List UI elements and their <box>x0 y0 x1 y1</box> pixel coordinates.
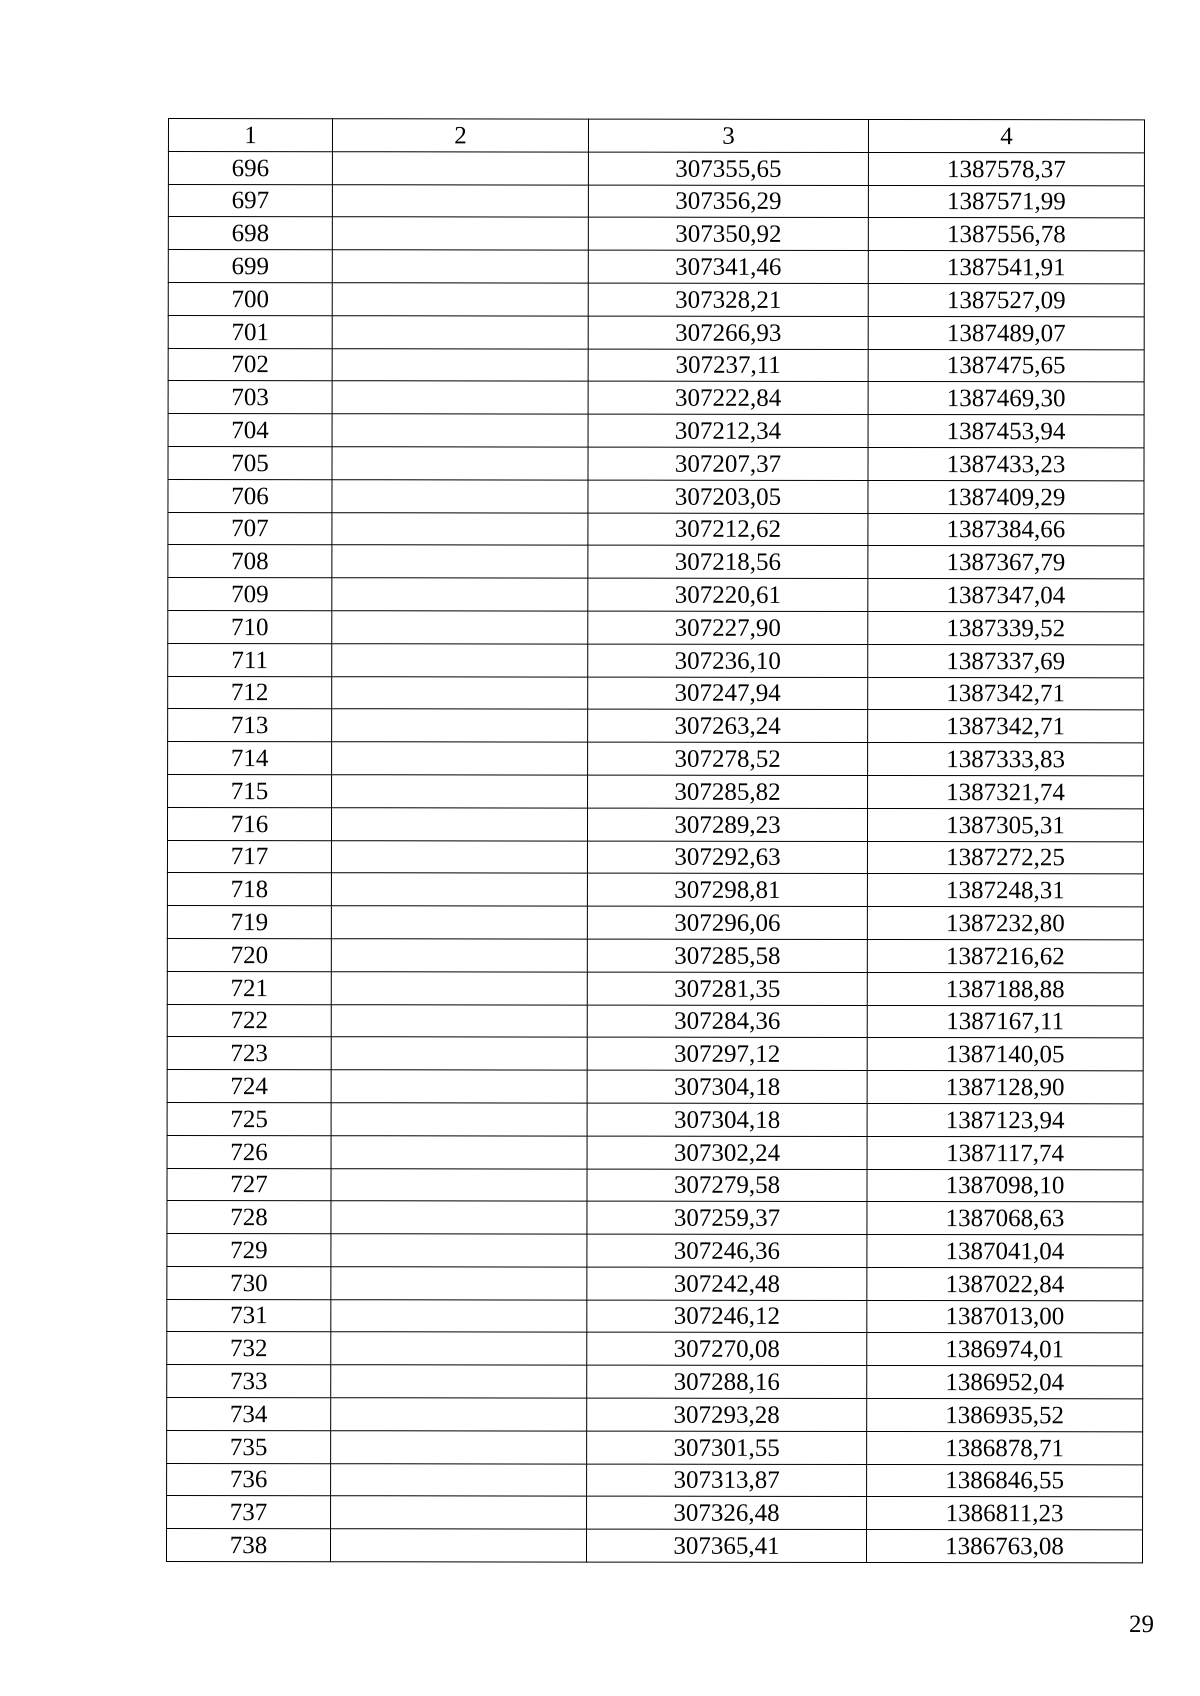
table-row <box>167 971 1143 1005</box>
coordinate-x-cell: 307242,48 <box>587 1267 867 1300</box>
point-number-cell: 696 <box>168 151 332 184</box>
coordinate-y-cell: 1387342,71 <box>868 710 1144 743</box>
table-row <box>167 1004 1143 1038</box>
point-number-cell: 737 <box>167 1496 331 1529</box>
coordinate-x-cell: 307297,12 <box>587 1037 867 1070</box>
coordinate-x-cell: 307288,16 <box>587 1365 867 1398</box>
table-row <box>167 807 1143 841</box>
column-2-cell <box>332 643 588 676</box>
coordinate-y-cell: 1387337,69 <box>868 644 1144 677</box>
column-2-cell <box>332 283 588 316</box>
page-number: 29 <box>1129 1611 1154 1638</box>
point-number-cell: 703 <box>168 381 332 414</box>
coordinate-y-cell: 1386974,01 <box>867 1333 1143 1366</box>
column-2-cell <box>332 479 588 512</box>
table-row <box>167 1299 1143 1333</box>
coordinate-x-cell: 307302,24 <box>587 1136 867 1169</box>
coordinate-y-cell: 1387475,65 <box>868 349 1144 382</box>
column-2-cell <box>332 512 588 545</box>
coordinate-x-cell: 307227,90 <box>588 611 868 644</box>
coordinate-x-cell: 307278,52 <box>588 742 868 775</box>
column-2-cell <box>331 1398 587 1431</box>
column-2-cell <box>331 1070 587 1103</box>
coordinate-y-cell: 1387123,94 <box>867 1103 1143 1136</box>
coordinate-y-cell: 1386935,52 <box>867 1399 1143 1432</box>
column-2-cell <box>332 316 588 349</box>
point-number-cell: 711 <box>168 643 332 676</box>
coordinate-x-cell: 307296,06 <box>587 906 867 939</box>
column-2-cell <box>331 1103 587 1136</box>
table-row <box>168 414 1144 448</box>
column-2-cell <box>331 1004 587 1037</box>
coordinate-y-cell: 1387339,52 <box>868 611 1144 644</box>
point-number-cell: 726 <box>167 1135 331 1168</box>
table-row <box>167 1234 1143 1268</box>
coordinate-y-cell: 1387098,10 <box>867 1169 1143 1202</box>
coordinate-y-cell: 1387433,23 <box>868 447 1144 480</box>
column-2-cell <box>332 676 588 709</box>
point-number-cell: 718 <box>167 873 331 906</box>
coordinate-x-cell: 307281,35 <box>587 972 867 1005</box>
table-row <box>168 151 1144 185</box>
coordinate-y-cell: 1387367,79 <box>868 546 1144 579</box>
column-2-cell <box>332 152 588 185</box>
point-number-cell: 722 <box>167 1004 331 1037</box>
column-2-cell <box>331 1168 587 1201</box>
coordinate-y-cell: 1387248,31 <box>867 874 1143 907</box>
column-2-cell <box>332 742 588 775</box>
column-header-2: 2 <box>332 119 588 152</box>
point-number-cell: 710 <box>168 610 332 643</box>
coordinates-table <box>166 118 1145 1563</box>
coordinate-x-cell: 307326,48 <box>587 1497 867 1530</box>
point-number-cell: 720 <box>167 938 331 971</box>
coordinate-x-cell: 307212,34 <box>588 414 868 447</box>
coordinate-x-cell: 307292,63 <box>587 841 867 874</box>
coordinate-x-cell: 307328,21 <box>588 283 868 316</box>
table-row <box>168 578 1144 612</box>
coordinate-y-cell: 1387117,74 <box>867 1136 1143 1169</box>
coordinate-y-cell: 1387272,25 <box>867 841 1143 874</box>
column-2-cell <box>331 1496 587 1529</box>
coordinate-y-cell: 1387232,80 <box>867 907 1143 940</box>
column-2-cell <box>331 1267 587 1300</box>
point-number-cell: 716 <box>167 807 331 840</box>
point-number-cell: 721 <box>167 971 331 1004</box>
coordinate-x-cell: 307237,11 <box>588 349 868 382</box>
column-2-cell <box>332 250 588 283</box>
table-row <box>167 906 1143 940</box>
coordinate-y-cell: 1387453,94 <box>868 415 1144 448</box>
column-2-cell <box>331 1365 587 1398</box>
coordinate-x-cell: 307220,61 <box>588 578 868 611</box>
column-2-cell <box>331 906 587 939</box>
point-number-cell: 699 <box>168 250 332 283</box>
coordinate-y-cell: 1387188,88 <box>867 972 1143 1005</box>
coordinate-y-cell: 1387556,78 <box>868 218 1144 251</box>
column-2-cell <box>331 971 587 1004</box>
coordinate-x-cell: 307279,58 <box>587 1169 867 1202</box>
coordinate-x-cell: 307212,62 <box>588 513 868 546</box>
column-2-cell <box>332 578 588 611</box>
coordinate-y-cell: 1387068,63 <box>867 1202 1143 1235</box>
coordinate-x-cell: 307365,41 <box>586 1529 866 1562</box>
column-2-cell <box>331 1135 587 1168</box>
table-row <box>168 217 1144 251</box>
coordinate-x-cell: 307222,84 <box>588 381 868 414</box>
table-row <box>168 610 1144 644</box>
point-number-cell: 708 <box>168 545 332 578</box>
column-2-cell <box>331 1037 587 1070</box>
coordinate-x-cell: 307203,05 <box>588 480 868 513</box>
table-header-row <box>168 119 1144 153</box>
point-number-cell: 738 <box>166 1529 330 1562</box>
coordinate-y-cell: 1386878,71 <box>867 1431 1143 1464</box>
table-row <box>167 1168 1143 1202</box>
coordinate-y-cell: 1386763,08 <box>866 1530 1142 1563</box>
coordinate-x-cell: 307356,29 <box>588 185 868 218</box>
coordinate-y-cell: 1387578,37 <box>868 152 1144 185</box>
table-row <box>167 840 1143 874</box>
coordinate-x-cell: 307304,18 <box>587 1070 867 1103</box>
table-row <box>167 1496 1143 1530</box>
point-number-cell: 729 <box>167 1234 331 1267</box>
point-number-cell: 698 <box>168 217 332 250</box>
point-number-cell: 715 <box>168 774 332 807</box>
table-row <box>168 381 1144 415</box>
point-number-cell: 700 <box>168 282 332 315</box>
point-number-cell: 733 <box>167 1365 331 1398</box>
coordinate-x-cell: 307293,28 <box>587 1398 867 1431</box>
coordinate-x-cell: 307246,12 <box>587 1300 867 1333</box>
point-number-cell: 706 <box>168 479 332 512</box>
table-row <box>168 709 1144 743</box>
table-row <box>167 1102 1143 1136</box>
column-2-cell <box>332 775 588 808</box>
column-2-cell <box>332 545 588 578</box>
table-row <box>168 774 1144 808</box>
column-2-cell <box>331 1463 587 1496</box>
column-2-cell <box>331 1431 587 1464</box>
table-row <box>167 938 1143 972</box>
coordinate-x-cell: 307247,94 <box>588 677 868 710</box>
coordinate-y-cell: 1387347,04 <box>868 579 1144 612</box>
coordinate-y-cell: 1387571,99 <box>868 185 1144 218</box>
table-row <box>168 184 1144 218</box>
point-number-cell: 732 <box>167 1332 331 1365</box>
coordinate-y-cell: 1387489,07 <box>868 316 1144 349</box>
table-row <box>167 1332 1143 1366</box>
coordinate-y-cell: 1387321,74 <box>868 775 1144 808</box>
point-number-cell: 702 <box>168 348 332 381</box>
coordinate-x-cell: 307270,08 <box>587 1333 867 1366</box>
table-row <box>167 1266 1143 1300</box>
coordinate-x-cell: 307304,18 <box>587 1103 867 1136</box>
column-2-cell <box>331 1332 587 1365</box>
column-2-cell <box>331 873 587 906</box>
coordinate-x-cell: 307301,55 <box>587 1431 867 1464</box>
column-2-cell <box>331 1201 587 1234</box>
coordinate-y-cell: 1387041,04 <box>867 1235 1143 1268</box>
table-row <box>168 545 1144 579</box>
point-number-cell: 724 <box>167 1070 331 1103</box>
coordinate-x-cell: 307341,46 <box>588 250 868 283</box>
table-row <box>168 282 1144 316</box>
column-2-cell <box>332 414 588 447</box>
table-row <box>167 1365 1143 1399</box>
column-2-cell <box>332 217 588 250</box>
coordinate-y-cell: 1387469,30 <box>868 382 1144 415</box>
table-row <box>168 512 1144 546</box>
column-2-cell <box>332 348 588 381</box>
coordinate-x-cell: 307285,82 <box>588 775 868 808</box>
coordinate-y-cell: 1386846,55 <box>867 1464 1143 1497</box>
coordinate-y-cell: 1387167,11 <box>867 1005 1143 1038</box>
point-number-cell: 723 <box>167 1037 331 1070</box>
point-number-cell: 712 <box>168 676 332 709</box>
coordinate-y-cell: 1387216,62 <box>867 939 1143 972</box>
column-2-cell <box>332 611 588 644</box>
column-header-4: 4 <box>868 119 1144 152</box>
table-row <box>168 250 1144 284</box>
column-2-cell <box>331 939 587 972</box>
coordinate-x-cell: 307218,56 <box>588 545 868 578</box>
column-header-1: 1 <box>168 119 332 152</box>
coordinate-y-cell: 1387409,29 <box>868 480 1144 513</box>
point-number-cell: 714 <box>168 742 332 775</box>
point-number-cell: 734 <box>167 1398 331 1431</box>
table-row <box>167 1463 1143 1497</box>
table-row <box>168 315 1144 349</box>
coordinate-y-cell: 1387128,90 <box>867 1071 1143 1104</box>
coordinate-x-cell: 307259,37 <box>587 1201 867 1234</box>
column-2-cell <box>331 840 587 873</box>
point-number-cell: 735 <box>167 1430 331 1463</box>
coordinate-x-cell: 307298,81 <box>587 873 867 906</box>
coordinate-y-cell: 1387541,91 <box>868 251 1144 284</box>
column-2-cell <box>332 381 588 414</box>
table-row <box>168 643 1144 677</box>
table-row <box>168 348 1144 382</box>
coordinate-y-cell: 1386952,04 <box>867 1366 1143 1399</box>
coordinate-y-cell: 1387527,09 <box>868 283 1144 316</box>
column-2-cell <box>331 1299 587 1332</box>
column-header-3: 3 <box>588 119 868 152</box>
table-row <box>167 1070 1143 1104</box>
point-number-cell: 727 <box>167 1168 331 1201</box>
coordinate-x-cell: 307284,36 <box>587 1005 867 1038</box>
coordinate-x-cell: 307266,93 <box>588 316 868 349</box>
table-row <box>167 873 1143 907</box>
column-2-cell <box>330 1529 586 1562</box>
coordinate-y-cell: 1387342,71 <box>868 677 1144 710</box>
column-2-cell <box>331 1234 587 1267</box>
column-2-cell <box>332 709 588 742</box>
coordinate-y-cell: 1387022,84 <box>867 1267 1143 1300</box>
table-row <box>166 1529 1142 1563</box>
coordinate-x-cell: 307236,10 <box>588 644 868 677</box>
coordinate-x-cell: 307285,58 <box>587 939 867 972</box>
point-number-cell: 701 <box>168 315 332 348</box>
point-number-cell: 728 <box>167 1201 331 1234</box>
table-row <box>168 676 1144 710</box>
point-number-cell: 713 <box>168 709 332 742</box>
table-row <box>168 742 1144 776</box>
column-2-cell <box>332 184 588 217</box>
coordinate-x-cell: 307350,92 <box>588 217 868 250</box>
point-number-cell: 730 <box>167 1266 331 1299</box>
coordinate-x-cell: 307355,65 <box>588 152 868 185</box>
coordinate-x-cell: 307263,24 <box>588 709 868 742</box>
table-body <box>166 151 1144 1563</box>
coordinate-x-cell: 307289,23 <box>587 808 867 841</box>
coordinate-y-cell: 1387013,00 <box>867 1300 1143 1333</box>
point-number-cell: 697 <box>168 184 332 217</box>
point-number-cell: 709 <box>168 578 332 611</box>
coordinate-x-cell: 307207,37 <box>588 447 868 480</box>
point-number-cell: 731 <box>167 1299 331 1332</box>
coordinate-y-cell: 1387333,83 <box>868 743 1144 776</box>
point-number-cell: 717 <box>167 840 331 873</box>
point-number-cell: 707 <box>168 512 332 545</box>
coordinate-y-cell: 1387384,66 <box>868 513 1144 546</box>
coordinate-x-cell: 307313,87 <box>587 1464 867 1497</box>
point-number-cell: 705 <box>168 446 332 479</box>
point-number-cell: 719 <box>167 906 331 939</box>
table-row <box>167 1398 1143 1432</box>
coordinate-y-cell: 1386811,23 <box>867 1497 1143 1530</box>
coordinate-y-cell: 1387140,05 <box>867 1038 1143 1071</box>
point-number-cell: 704 <box>168 414 332 447</box>
coordinate-x-cell: 307246,36 <box>587 1234 867 1267</box>
table-row <box>168 479 1144 513</box>
column-2-cell <box>332 447 588 480</box>
column-2-cell <box>331 807 587 840</box>
table-row <box>167 1201 1143 1235</box>
table-row <box>167 1135 1143 1169</box>
coordinate-y-cell: 1387305,31 <box>867 808 1143 841</box>
point-number-cell: 736 <box>167 1463 331 1496</box>
table-row <box>167 1430 1143 1464</box>
point-number-cell: 725 <box>167 1102 331 1135</box>
table-row <box>167 1037 1143 1071</box>
table-row <box>168 446 1144 480</box>
